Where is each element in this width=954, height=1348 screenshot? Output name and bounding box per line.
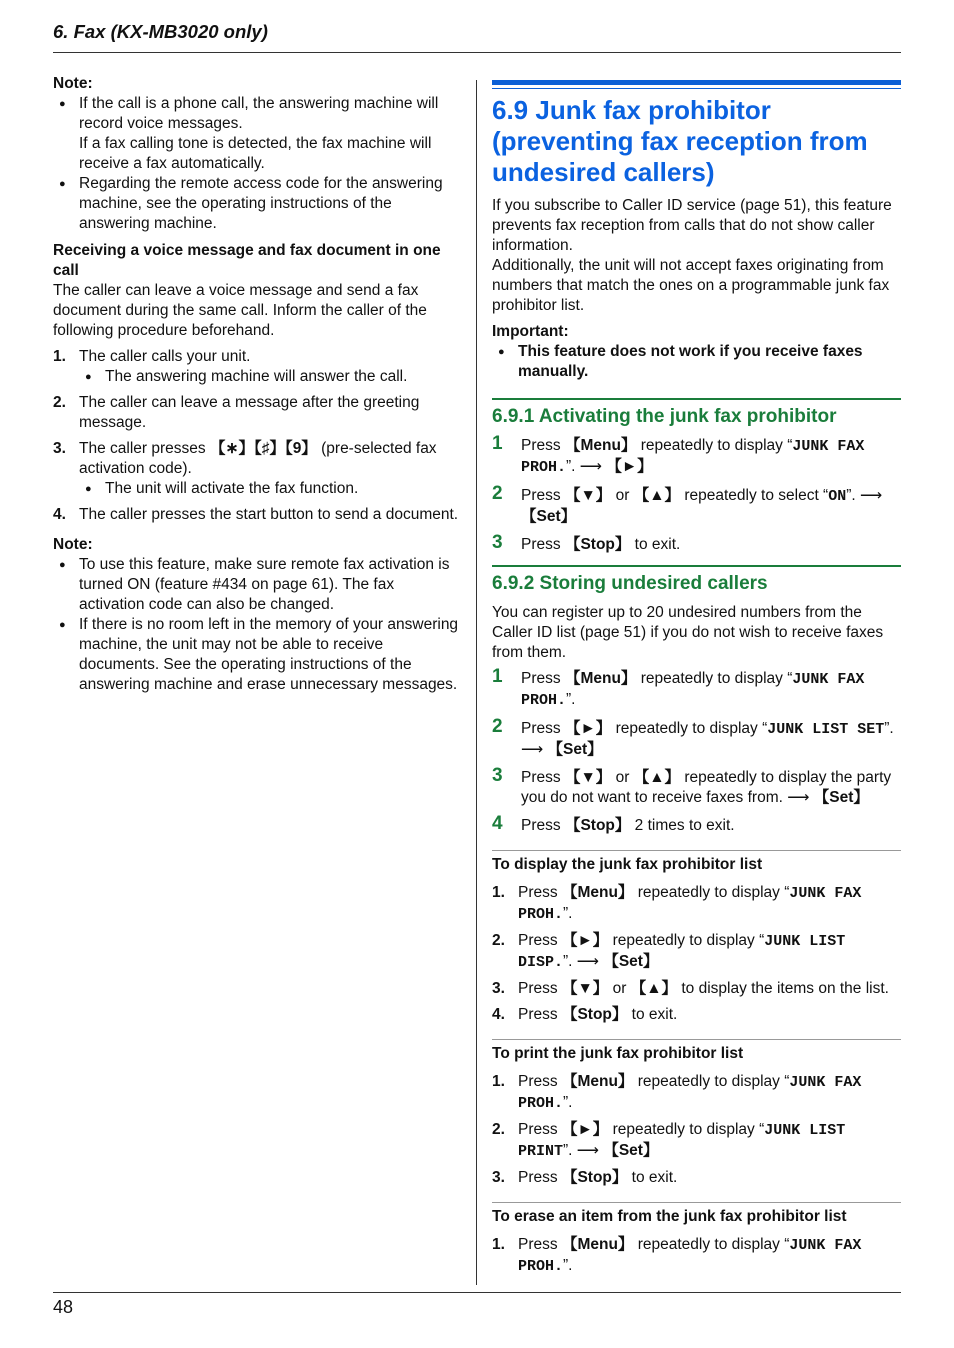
menu-key: 【Menu】 [561,884,634,901]
up-key: 【▲】 [630,980,678,997]
note-item: ● To use this feature, make sure remote fax activation is turned ON (feature #434 on page 61). The fax activation code can also be changed. [53,555,463,615]
procedure-title: To print the junk fax prohibitor list [492,1045,744,1062]
up-key: 【▲】 [633,487,681,504]
key-sequence: 【∗】【♯】【9】 [209,440,317,457]
stop-key: 【Stop】 [564,536,631,553]
subsection-intro: You can register up to 20 undesired numbers from the Caller ID list (page 51) if you do not wish to receive faxes from them. [492,604,884,661]
receive-heading: Receiving a voice message and fax document in one call [53,242,441,279]
step-item: 1. Press 【Menu】 repeatedly to display “JUNK FAX PROH.”. [492,1073,862,1112]
step-item: 2. Press 【►】 repeatedly to display “JUNK LIST DISP.”. ⟶ 【Set】 [492,932,846,971]
right-arrow-key: 【►】 [561,932,609,949]
column-divider [476,80,477,1285]
lcd-text: JUNK FAX PROH. [518,885,862,923]
step-item: 3. Press 【▼】 or 【▲】 to display the items on the list. [492,980,889,997]
section-intro: Additionally, the unit will not accept faxes originating from numbers that match the ones on a programmable junk fax prohibitor list. [492,257,890,314]
footer-rule [53,1292,901,1293]
right-column [492,80,901,1283]
step-item: 2 Press 【►】 repeatedly to display “JUNK LIST SET”. ⟶ 【Set】 [492,716,894,758]
set-key: 【Set】 [547,741,603,758]
procedure-rule [492,1202,901,1203]
down-key: 【▼】 [561,980,609,997]
step-subitem: ● The unit will activate the fax function. [79,479,463,499]
step-item: 2. The caller can leave a message after the greeting message. [53,394,420,431]
lcd-text: JUNK FAX PROH. [521,438,865,476]
right-arrow-key: 【►】 [564,720,612,737]
down-key: 【▼】 [564,487,612,504]
important-label: Important: [492,323,569,340]
page-header-title: 6. Fax (KX-MB3020 only) [53,21,268,42]
step-item: 1 Press 【Menu】 repeatedly to display “JUNK FAX PROH.”. [492,666,865,709]
note-list [53,555,463,695]
step-item: 1. The caller calls your unit. ● The answering machine will answer the call. [53,347,463,387]
note-label: Note: [53,536,93,553]
set-key: 【Set】 [521,508,577,525]
receive-steps [53,347,463,525]
procedure-rule [492,1039,901,1040]
step-item: 4. The caller presses the start button to send a document. [53,506,459,523]
lcd-text: JUNK LIST DISP. [518,933,846,971]
stop-key: 【Stop】 [561,1006,628,1023]
lcd-text: JUNK FAX PROH. [518,1237,862,1275]
up-key: 【▲】 [633,769,681,786]
step-subitem: ● The answering machine will answer the call. [79,367,463,387]
subsection-rule [492,565,901,567]
note-list [53,94,463,234]
note-item: ● If the call is a phone call, the answering machine will record voice messages. If a fax calling tone is detected, the fax machine will receive a fax automatically. [53,94,463,174]
store-steps [492,666,901,836]
step-item: 2. Press 【►】 repeatedly to display “JUNK LIST PRINT”. ⟶ 【Set】 [492,1121,846,1160]
note-item: ● Regarding the remote access code for the answering machine, see the operating instructions of the answering machine. [53,174,463,234]
menu-key: 【Menu】 [564,437,637,454]
lcd-text: JUNK LIST SET [767,721,885,738]
lcd-text: ON [828,488,847,505]
step-item: 2 Press 【▼】 or 【▲】 repeatedly to select “ON”. ⟶ 【Set】 [492,483,883,525]
menu-key: 【Menu】 [561,1236,634,1253]
right-arrow-key: 【►】 [561,1121,609,1138]
menu-key: 【Menu】 [564,670,637,687]
display-steps [492,883,901,1025]
erase-steps [492,1235,901,1277]
receive-intro: The caller can leave a voice message and send a fax document during the same call. Inform the caller of the following procedure beforehand. [53,282,427,339]
important-list [492,342,901,382]
procedure-rule [492,850,901,851]
stop-key: 【Stop】 [564,817,631,834]
step-item: 1. Press 【Menu】 repeatedly to display “JUNK FAX PROH.”. [492,884,862,923]
step-item: 1. Press 【Menu】 repeatedly to display “JUNK FAX PROH.”. [492,1236,862,1275]
step-item: 3. The caller presses 【∗】【♯】【9】 (pre-selected fax activation code). ● The unit will activate the fax function. [53,439,463,499]
set-key: 【Set】 [603,1142,659,1159]
right-arrow-key: 【►】 [606,458,653,475]
page-number: 48 [53,1297,74,1317]
subsection-title: 6.9.1 Activating the junk fax prohibitor [492,406,837,427]
set-key: 【Set】 [813,789,869,806]
step-item: 1 Press 【Menu】 repeatedly to display “JUNK FAX PROH.”. ⟶ 【►】 [492,433,865,476]
step-item: 3 Press 【▼】 or 【▲】 repeatedly to display the party you do not want to receive faxes from. ⟶ 【Set】 [492,765,892,806]
subsection-rule [492,398,901,400]
print-steps [492,1072,901,1188]
section-intro: If you subscribe to Caller ID service (page 51), this feature prevents fax reception from calls that do not show caller information. [492,197,892,254]
note-label: Note: [53,75,93,92]
subsection-title: 6.9.2 Storing undesired callers [492,573,768,594]
header-rule [53,52,901,53]
down-key: 【▼】 [564,769,612,786]
step-item: 4 Press 【Stop】 2 times to exit. [492,813,735,834]
procedure-title: To display the junk fax prohibitor list [492,856,763,873]
menu-key: 【Menu】 [561,1073,634,1090]
lcd-text: JUNK FAX PROH. [521,671,865,709]
step-item: 4. Press 【Stop】 to exit. [492,1006,678,1023]
set-key: 【Set】 [603,953,659,970]
step-item: 3 Press 【Stop】 to exit. [492,532,681,553]
lcd-text: JUNK LIST PRINT [518,1122,846,1160]
procedure-title: To erase an item from the junk fax prohibitor list [492,1208,847,1225]
activate-steps [492,433,901,555]
step-item: 3. Press 【Stop】 to exit. [492,1169,678,1186]
section-thin-rule [492,88,901,89]
stop-key: 【Stop】 [561,1169,628,1186]
lcd-text: JUNK FAX PROH. [518,1074,862,1112]
note-item: ● If there is no room left in the memory of your answering machine, the unit may not be able to receive documents. See the operating instructions of the answering machine and erase unnecessary messages. [53,615,463,695]
important-item: ● This feature does not work if you receive faxes manually. [492,342,901,382]
section-bar [492,80,901,85]
left-column [53,74,463,695]
section-title: 6.9 Junk fax prohibitor (preventing fax reception from undesired callers) [492,95,868,187]
